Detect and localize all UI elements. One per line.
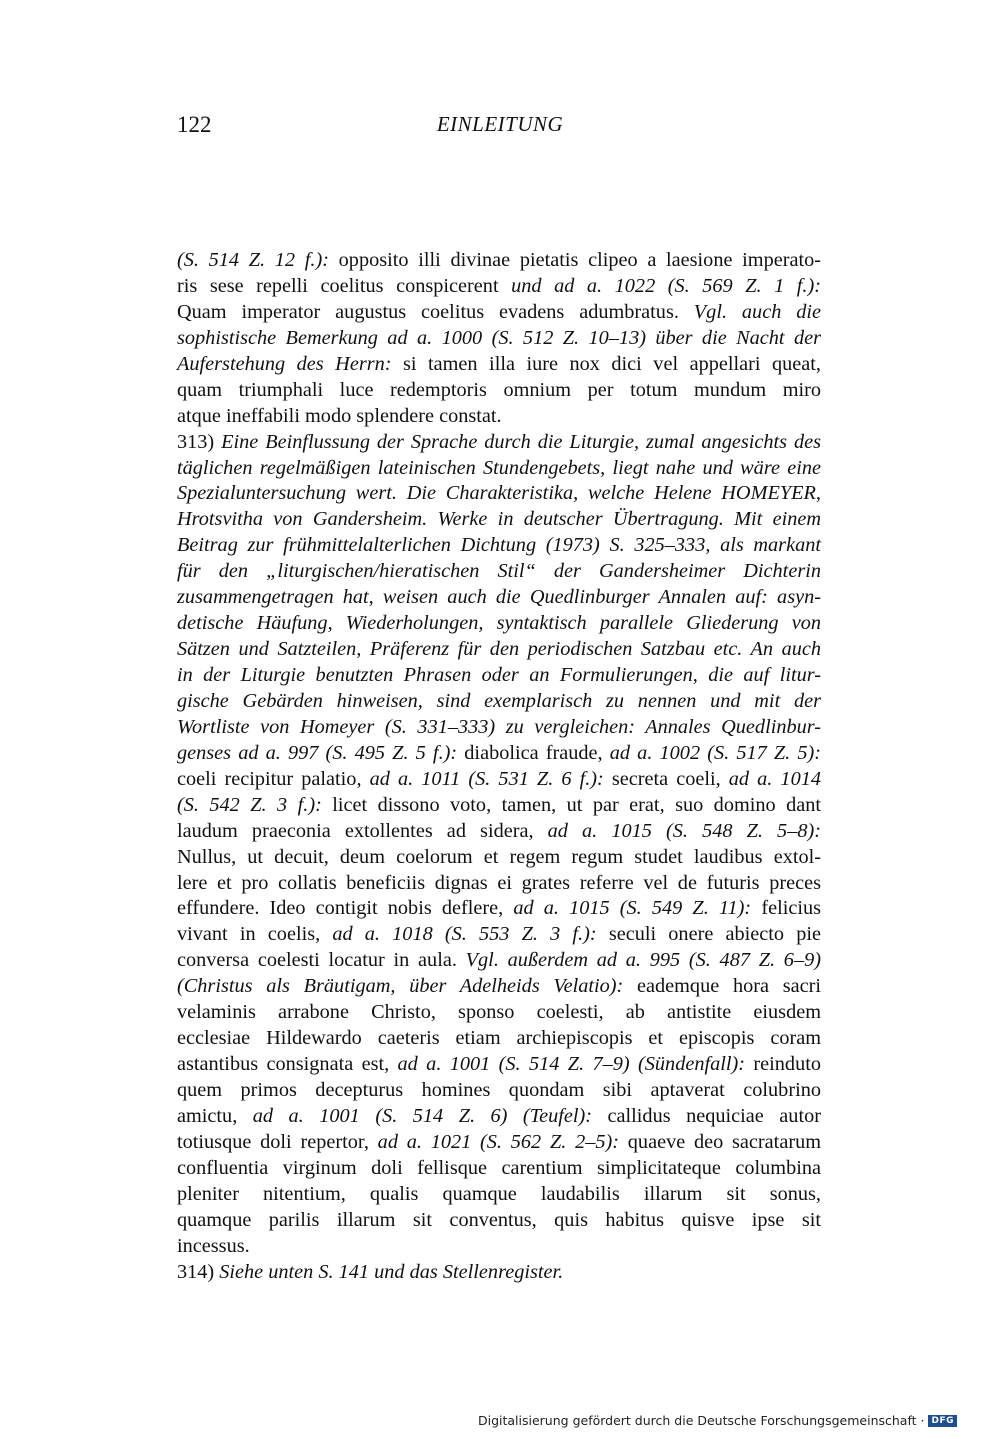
text-segment: quamque parilis illarum sit conventus, quis habitus quisve ipse sit (177, 1208, 821, 1231)
dfg-logo: DFG (928, 1415, 957, 1427)
text-segment: confluentia virginum doli fellisque carentium simplicitateque columbina (177, 1156, 821, 1179)
text-line (177, 611, 821, 637)
text-line (177, 559, 821, 585)
text-segment: incessus. (177, 1234, 250, 1257)
text-line (177, 430, 821, 456)
text-segment: callidus nequiciae autor (592, 1104, 821, 1127)
text-line (177, 871, 821, 897)
italic-segment: in der Liturgie benutzten Phrasen oder an Formulierungen, die auf litur- (177, 664, 821, 686)
italic-segment: (S. 514 Z. 12 f.): (177, 249, 329, 271)
text-line (177, 1104, 821, 1130)
italic-segment: ad a. 1021 (S. 562 Z. 2–5): (377, 1130, 620, 1153)
text-line (177, 767, 821, 793)
italic-segment: ad a. 1015 (S. 548 Z. 5–8): (547, 819, 821, 842)
text-segment: quaeve deo sacratarum (619, 1130, 821, 1153)
text-segment: vivant in coelis, (177, 923, 333, 946)
text-line (177, 481, 821, 507)
italic-segment: ad a. 1015 (S. 549 Z. 11): (513, 897, 752, 920)
text-segment: felicius (751, 897, 822, 920)
text-line (177, 896, 821, 922)
text-line (177, 948, 821, 974)
text-segment: ecclesiae Hildewardo caeteris etiam archiepiscopis et episcopis coram (177, 1027, 821, 1050)
text-line (177, 1234, 821, 1260)
text-line (177, 1208, 821, 1234)
text-line (177, 585, 821, 611)
text-segment: opposito illi divinae pietatis clipeo a laesione imperato- (328, 249, 821, 271)
text-line (177, 974, 821, 1000)
digitization-credit: Digitalisierung gefördert durch die Deutsche Forschungsgemeinschaft · (477, 1413, 925, 1428)
italic-segment: für den „liturgischen/hieratischen Stil“ der Gandersheimer Dichterin (177, 560, 821, 583)
text-line (177, 637, 821, 663)
text-segment: astantibus consignata est, (177, 1053, 398, 1076)
italic-segment: (Christus als Bräutigam, über Adelheids Velatio): (177, 975, 624, 998)
italic-segment: zusammengetragen hat, weisen auch die Quedlinburger Annalen auf: asyn- (177, 586, 821, 609)
italic-segment: Vgl. auch die (693, 300, 822, 323)
text-line (177, 689, 821, 715)
text-line (177, 507, 821, 533)
text-line (177, 1182, 821, 1208)
italic-segment: ad a. 1001 (S. 514 Z. 7–9) (Sündenfall): (397, 1053, 746, 1076)
body-text (177, 248, 821, 1286)
page-footer (478, 1413, 957, 1428)
italic-segment: (S. 542 Z. 3 f.): (177, 793, 322, 816)
text-segment: quem primos decepturus homines quondam sibi aptaverat colubrino (177, 1079, 821, 1101)
italic-segment: Beitrag zur frühmittelalterlichen Dichtung (1973) S. 325–333, als markant (177, 534, 821, 557)
italic-segment: ad a. 1011 (S. 531 Z. 6 f.): (369, 767, 604, 790)
italic-segment: sophistische Bemerkung ad a. 1000 (S. 512 Z. 10–13) über die Nacht der (177, 326, 821, 349)
italic-segment: Wortliste von Homeyer (S. 331–333) zu vergleichen: Annales Quedlinbur- (177, 715, 821, 738)
text-segment: conversa coelesti locatur in aula. (177, 949, 466, 972)
text-segment: laudum praeconia extollentes ad sidera, (177, 819, 548, 842)
text-segment: effundere. Ideo contigit nobis deflere, (177, 897, 514, 920)
page-header (0, 112, 1000, 146)
text-line (177, 352, 821, 378)
italic-segment: ad a. 1014 (728, 767, 821, 790)
text-segment: 313) (177, 430, 222, 453)
italic-segment: ad a. 1002 (S. 517 Z. 5): (609, 741, 822, 764)
text-segment: totiusque doli repertor, (177, 1130, 378, 1153)
text-segment: licet dissono voto, tamen, ut par erat, suo domino dant (321, 793, 821, 816)
text-segment: secreta coeli, (603, 767, 729, 790)
page-number: 122 (177, 112, 212, 137)
italic-segment: Sätzen und Satzteilen, Präferenz für den periodischen Satzbau etc. An auch (177, 638, 821, 661)
text-line (177, 1000, 821, 1026)
text-line (177, 922, 821, 948)
text-line (177, 1130, 821, 1156)
text-line (177, 663, 821, 689)
text-line (177, 715, 821, 741)
italic-segment: Hrotsvitha von Gandersheim. Werke in deutscher Übertragung. Mit einem (177, 508, 821, 531)
text-segment: amictu, (177, 1104, 253, 1127)
italic-segment: täglichen regelmäßigen lateinischen Stundengebets, liegt nahe und wäre eine (177, 456, 821, 479)
text-line (177, 1052, 821, 1078)
italic-segment: und ad a. 1022 (S. 569 Z. 1 f.): (511, 274, 821, 297)
text-line (177, 248, 821, 274)
text-line (177, 1078, 821, 1104)
text-line (177, 300, 821, 326)
text-line (177, 1026, 821, 1052)
italic-segment: gische Gebärden hinweisen, sind exemplarisch zu nennen und mit der (177, 689, 821, 712)
italic-segment: ad a. 1018 (S. 553 Z. 3 f.): (332, 923, 597, 946)
text-segment: ris sese repelli coelitus conspicerent (177, 274, 512, 297)
text-line (177, 741, 821, 767)
text-segment: lere et pro collatis beneficiis dignas ei grates referre vel de futuris preces (177, 871, 821, 894)
text-line (177, 845, 821, 871)
italic-segment: Vgl. außerdem ad a. 995 (S. 487 Z. 6–9) (465, 949, 821, 972)
italic-segment: ad a. 1001 (S. 514 Z. 6) (Teufel): (252, 1104, 593, 1127)
italic-segment: Spezialuntersuchung wert. Die Charakteristika, welche Helene HOMEYER, (177, 482, 821, 505)
text-segment: seculi onere abiecto pie (596, 923, 821, 946)
italic-segment: Eine Beinflussung der Sprache durch die Liturgie, zumal angesichts des (221, 430, 821, 453)
italic-segment: Siehe unten S. 141 und das Stellenregister. (219, 1260, 564, 1283)
text-segment: Quam imperator augustus coelitus evadens adumbratus. (177, 300, 694, 323)
text-segment: coeli recipitur palatio, (177, 767, 370, 790)
text-segment: eademque hora sacri (623, 975, 821, 998)
text-line (177, 1260, 821, 1286)
text-line (177, 404, 821, 430)
text-line (177, 456, 821, 482)
text-line (177, 819, 821, 845)
italic-segment: Auferstehung des Herrn: (177, 352, 392, 375)
text-segment: Nullus, ut decuit, deum coelorum et regem regum studet laudibus extol- (177, 845, 821, 868)
text-segment: velaminis arrabone Christo, sponso coelesti, ab antistite eiusdem (177, 1001, 821, 1024)
text-segment: reinduto (745, 1053, 821, 1076)
text-line (177, 378, 821, 404)
text-segment: 314) (177, 1260, 220, 1283)
text-line (177, 1156, 821, 1182)
running-head: EINLEITUNG (436, 112, 564, 136)
text-segment: diabolica fraude, (457, 741, 610, 764)
text-segment: atque ineffabili modo splendere constat. (177, 404, 502, 427)
italic-segment: detische Häufung, Wiederholungen, syntaktisch parallele Gliederung von (177, 612, 821, 635)
italic-segment: genses ad a. 997 (S. 495 Z. 5 f.): (177, 741, 458, 764)
text-line (177, 274, 821, 300)
text-segment: pleniter nitentium, qualis quamque laudabilis illarum sit sonus, (177, 1182, 821, 1205)
text-line (177, 793, 821, 819)
text-segment: si tamen illa iure nox dici vel appellari queat, (391, 352, 821, 375)
text-segment: quam triumphali luce redemptoris omnium per totum mundum miro (177, 378, 821, 401)
text-line (177, 533, 821, 559)
text-line (177, 326, 821, 352)
